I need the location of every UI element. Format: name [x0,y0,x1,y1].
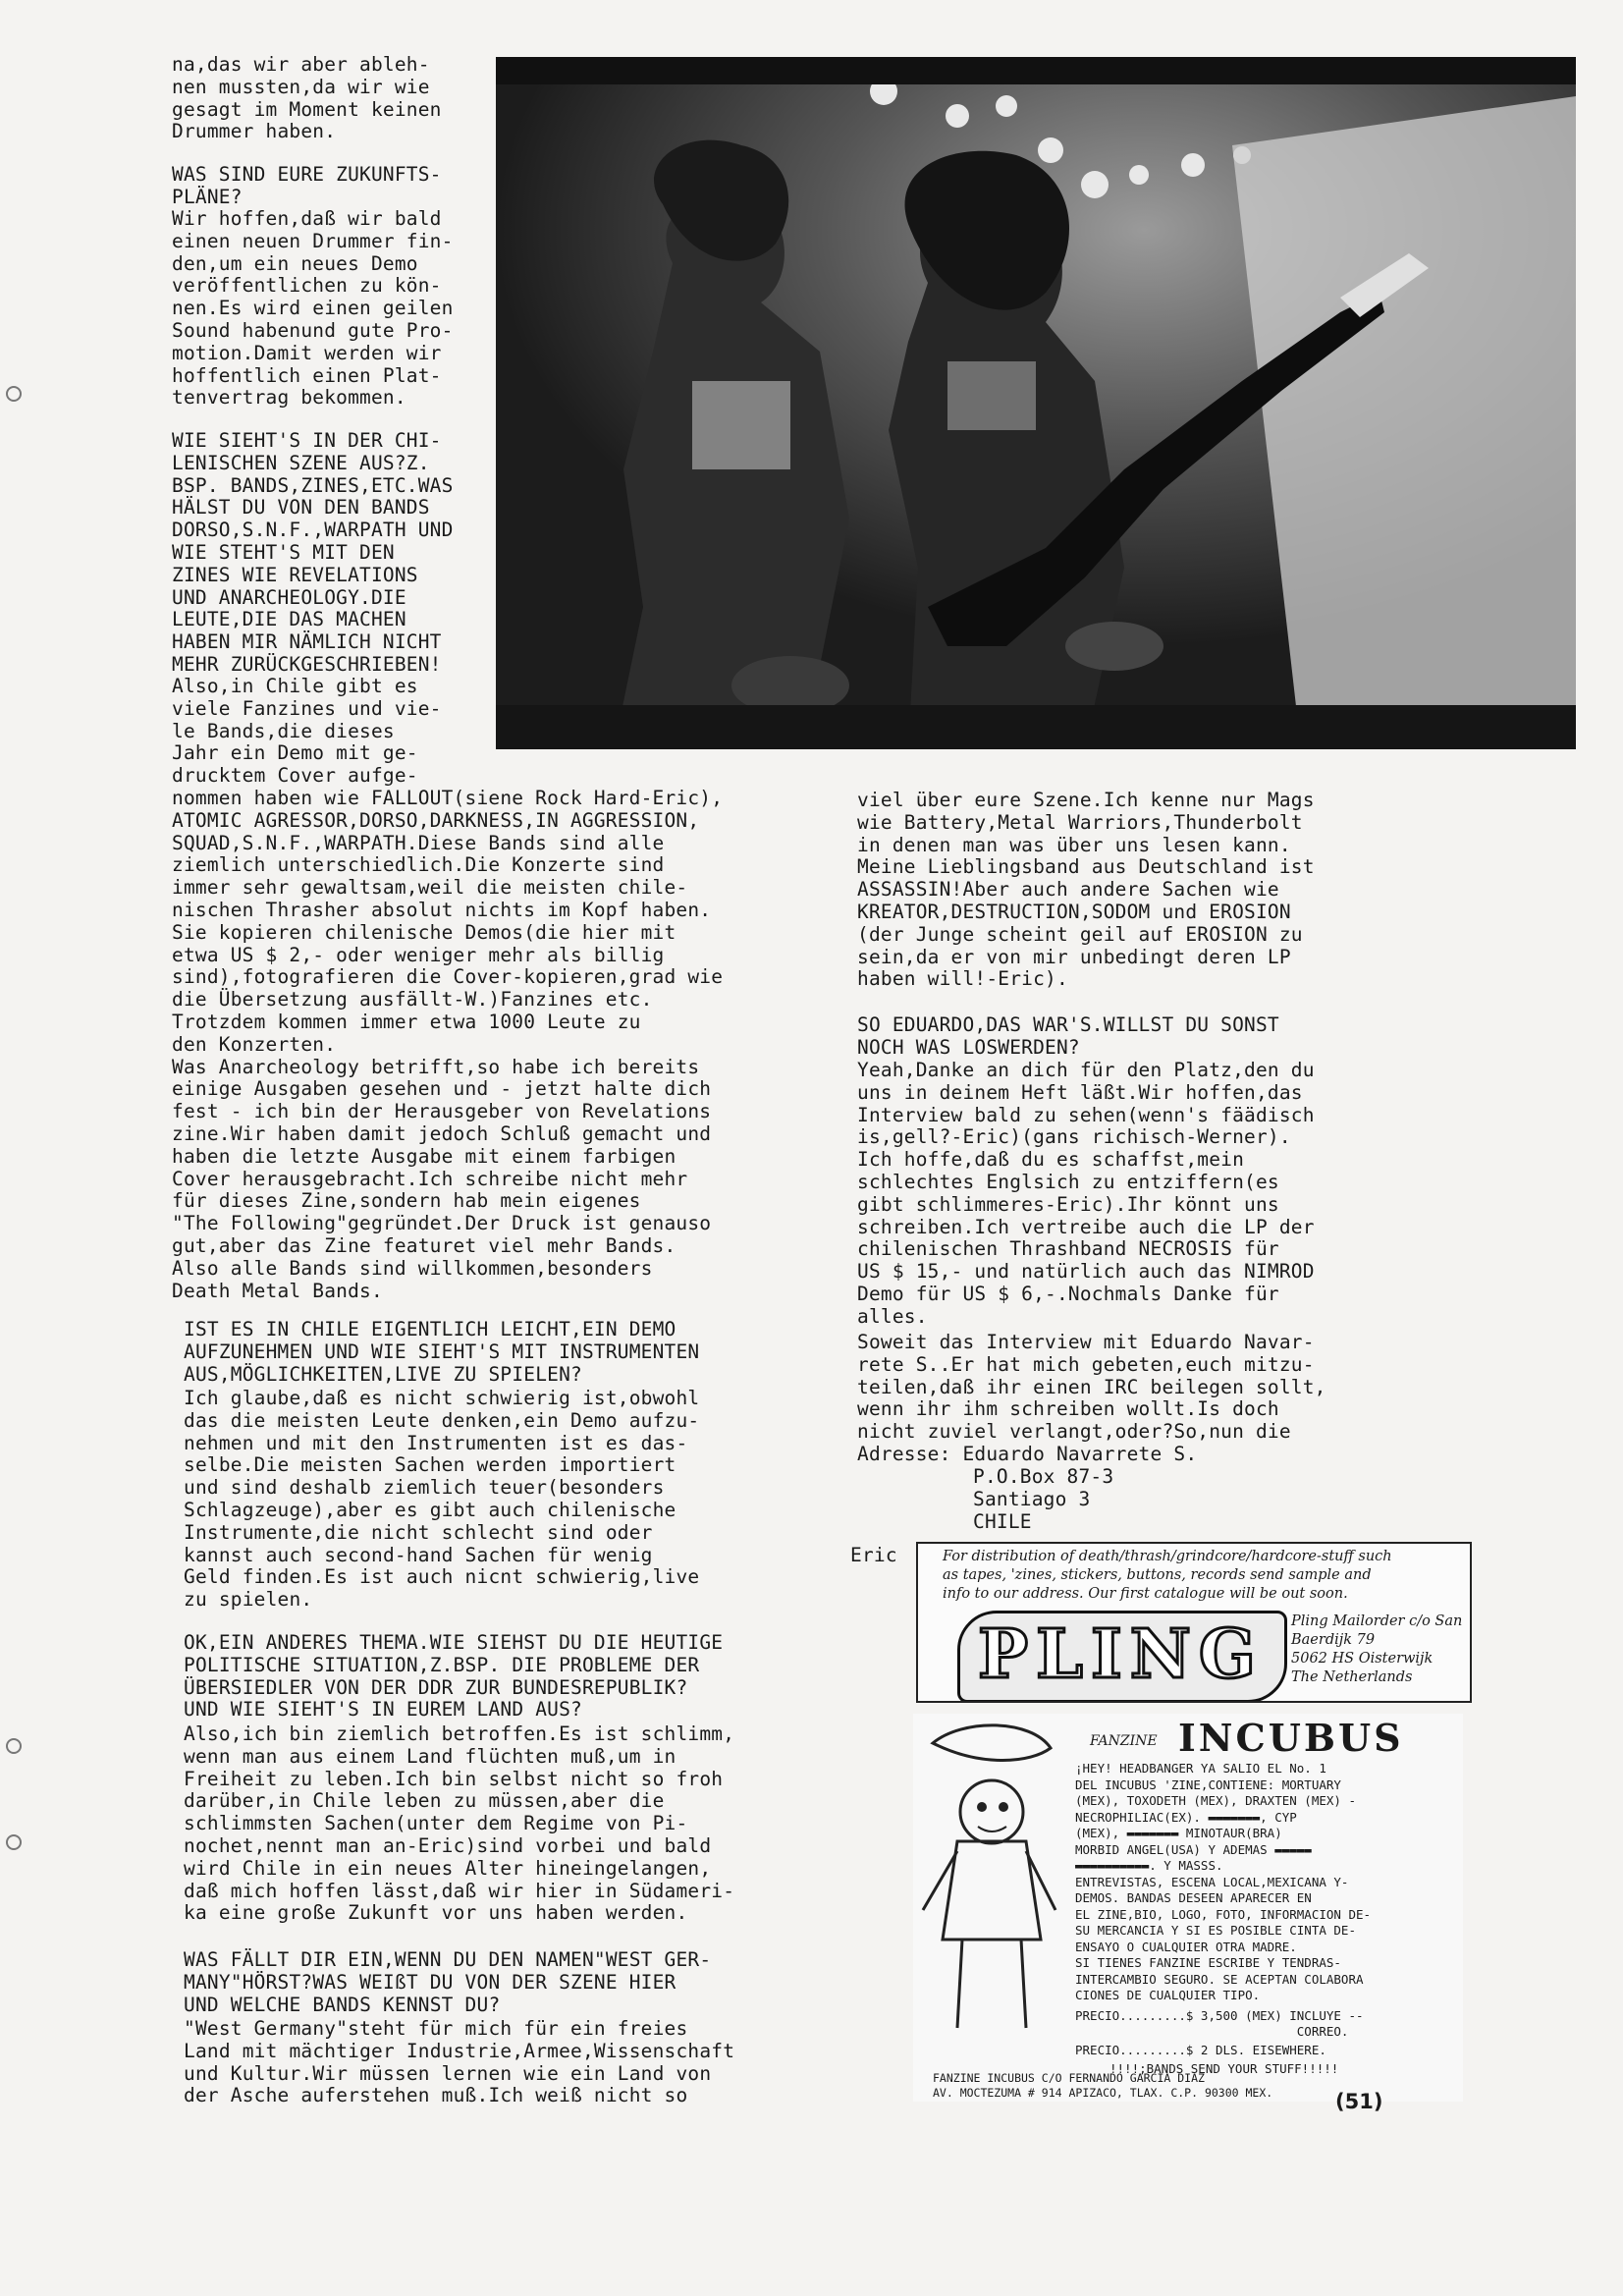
pling-ad-intro: For distribution of death/thrash/grindcore/hardcore-stuff such as tapes, 'zines, stickers, buttons, records send sample and info to our address. Our first catalogue will be out soon. [943,1549,1392,1602]
question-west-germany: WAS FÄLLT DIR EIN,WENN DU DEN NAMEN"WEST GER- MANY"HÖRST?WAS WEIßT DU VON DER SZENE HIER UND WELCHE BANDS KENNST DU? [184,1948,712,2016]
answer-west-germany: "West Germany"steht für mich für ein freies Land mit mächtiger Industrie,Armee,Wissenschaft und Kultur.Wir müssen lernen wie ein Land von der Asche auferstehen muß.Ich weiß nicht so [184,2017,735,2107]
question-chilean-scene: WIE SIEHT'S IN DER CHI- LENISCHEN SZENE AUS?Z. BSP. BANDS,ZINES,ETC.WAS HÄLST DU VON DEN BANDS DORSO,S.N.F.,WARPATH UND WIE STEHT'S MIT DEN ZINES WIE REVELATIONS UND ANARCHEOLOGY.DIE LEUTE,DIE DAS MACHEN HABEN MIR NÄMLICH NICHT MEHR ZURÜCKGESCHRIEBEN! [172,429,454,676]
incubus-ad-body: ¡HEY! HEADBANGER YA SALIO EL No. 1 DEL INCUBUS 'ZINE,CONTIENE: MORTUARY (MEX), TOXODETH (MEX), DRAXTEN (MEX) - NECROPHILIAC(EX). ▬▬▬▬▬▬▬, CYP (MEX), ▬▬▬▬▬▬▬ MINOTAUR(BRA) MORBID ANGEL(USA) Y ADEMAS ▬▬▬▬▬ ▬▬▬▬▬▬▬▬▬▬. Y MASSS. ENTREVISTAS, ESCENA LOCAL,MEXICANA Y- DEMOS. BANDAS DESEEN APARECER EN EL ZINE,BIO, LOGO, FOTO, INFORMACION DE- SU MERCANCIA Y SI ES POSIBLE CINTA DE- ENSAYO O CUALQUIER OTRA MADRE. SI TIENES FANZINE ESCRIBE Y TENDRAS- INTERCAMBIO SEGURO. SE ACEPTAN COLABORA CIONES DE CUALQUIER TIPO. [1075,1761,1372,2002]
answer-west-germany-continued: viel über eure Szene.Ich kenne nur Mags wie Battery,Metal Warriors,Thunderbolt in denen man was über uns lesen kann. Meine Lieblingsband aus Deutschland ist ASSASSIN!Aber auch andere Sachen wie KREATOR,DESTRUCTION,SODOM und EROSION (der Junge scheint geil auf EROSION zu sein,da er von mir unbedingt deren LP haben will!-Eric). [857,789,1315,991]
pling-mailorder-ad [916,1542,1472,1703]
question-future-plans: WAS SIND EURE ZUKUNFTS- PLÄNE? [172,163,442,208]
incubus-title: INCUBUS [1178,1716,1404,1760]
incubus-price-mex: PRECIO.........$ 3,500 (MEX) INCLUYE -- CORREO. [1075,2008,1364,2039]
answer-final-words: Yeah,Danke an dich für den Platz,den du uns in deinem Heft läßt.Wir hoffen,das Interview bald zu sehen(wenn's fäädisch is,gell?-Eric)(gans richisch-Werner). Ich hoffe,daß du es schaffst,mein schlechtes Englsich zu entziffern(es gibt schlimmeres-Eric).Ihr könnt uns schreiben.Ich vertreibe auch die LP der chilenischen Thrashband NECROSIS für US $ 15,- und natürlich auch das NIMROD Demo für US $ 6,-.Nochmals Danke für alles. [857,1059,1315,1328]
incubus-fanzine-ad [913,1714,1463,2102]
pling-logo [957,1611,1287,1703]
concert-photo [496,57,1576,749]
answer-chilean-scene-narrow: Also,in Chile gibt es viele Fanzines und vie- le Bands,die dieses Jahr ein Demo mit ge- drucktem Cover aufge- [172,675,442,788]
closing-note: Soweit das Interview mit Eduardo Navar- rete S..Er hat mich gebeten,euch mitzu- teilen,daß ihr einen IRC beilegen sollt, wenn ihr ihm schreiben wollt.Is doch nicht zuviel verlangt,oder?So,nun die Adresse: Eduardo Navarrete S. [857,1331,1326,1465]
binder-hole-mark [6,1738,22,1754]
answer-demo-recording: Ich glaube,daß es nicht schwierig ist,obwohl das die meisten Leute denken,ein Demo aufzu- nehmen und mit den Instrumenten ist es das- selbe.Die meisten Sachen werden importiert und sind deshalb ziemlich teuer(besonders Schlagzeuge),aber es gibt auch chilenische Instrumente,die nicht schlecht sind oder kannst auch second-hand Sachen für wenig Geld finden.Es ist auch nicnt schwierig,live zu spielen. [184,1387,700,1612]
incubus-price-elsewhere: PRECIO.........$ 2 DLS. EISEWHERE. [1075,2043,1326,2057]
left-paragraph-1: na,das wir aber ableh- nen mussten,da wir wie gesagt im Moment keinen Drummer haben. [172,53,442,143]
incubus-mascot-drawing [913,1714,1060,2038]
incubus-bands-call: !!!!;BANDS SEND YOUR STUFF!!!!! [1109,2061,1339,2076]
question-politics: OK,EIN ANDERES THEMA.WIE SIEHST DU DIE HEUTIGE POLITISCHE SITUATION,Z.BSP. DIE PROBLEME DER ÜBERSIEDLER VON DER DDR ZUR BUNDESREPUBLIK? UND WIE SIEHT'S IN EUREM LAND AUS? [184,1631,724,1722]
answer-chilean-scene-wide: nommen haben wie FALLOUT(siene Rock Hard-Eric), ATOMIC AGRESSOR,DORSO,DARKNESS,IN AGGRESSION, SQUAD,S.N.F.,WARPATH.Diese Bands sind alle ziemlich unterschiedlich.Die Konzerte sind immer sehr gewaltsam,weil die meisten chile- nischen Thrasher absolut nichts im Kopf haben. Sie kopieren chilenische Demos(die hier mit etwa US $ 2,- oder weniger mehr als billig sind),fotografieren die Cover-kopieren,grad wie die Übersetzung ausfällt-W.)Fanzines etc. Trotzdem kommen immer etwa 1000 Leute zu den Konzerten. Was Anarcheology betrifft,so habe ich bereits einige Ausgaben gesehen und - jetzt halte dich fest - ich bin der Herausgeber von Revelations zine.Wir haben damit jedoch Schluß gemacht und haben die letzte Ausgabe mit einem farbigen Cover herausgebracht.Ich schreibe nicht mehr für dieses Zine,sondern hab mein eigenes "The Following"gegründet.Der Druck ist genauso gut,aber das Zine featuret viel mehr Bands. Also alle Bands sind willkommen,besonders Death Metal Bands. [172,787,724,1302]
binder-hole-mark [6,1834,22,1850]
answer-politics: Also,ich bin ziemlich betroffen.Es ist schlimm, wenn man aus einem Land flüchten muß,um in Freiheit zu leben.Ich bin selbst nicht so froh darüber,in Chile leben zu müssen,aber die schlimmsten Sachen(unter dem Regime von Pi- nochet,nennt man an-Eric)sind vorbei und bald wird Chile in ein neues Alter hineingelangen, daß mich hoffen lässt,daß wir hier in Südameri- ka eine große Zukunft vor uns haben werden. [184,1722,735,1925]
answer-future-plans: Wir hoffen,daß wir bald einen neuen Drummer fin- den,um ein neues Demo veröffentlichen zu kön- nen.Es wird einen geilen Sound habenund gute Pro- motion.Damit werden wir hoffentlich einen Plat- tenvertrag bekommen. [172,207,454,410]
contact-address: P.O.Box 87-3 Santiago 3 CHILE [973,1465,1114,1533]
incubus-fanzine-label: FANZINE [1090,1733,1158,1749]
question-demo-recording: IST ES IN CHILE EIGENTLICH LEICHT,EIN DEMO AUFZUNEHMEN UND WIE SIEHT'S MIT INSTRUMENTEN AUS,MÖGLICHKEITEN,LIVE ZU SPIELEN? [184,1318,700,1386]
binder-hole-mark [6,386,22,402]
pling-logo-text: PLING [978,1615,1264,1694]
incubus-ad-address: FANZINE INCUBUS C/O FERNANDO GARCIA DIAZ AV. MOCTEZUMA # 914 APIZACO, TLAX. C.P. 90300 MEX. [933,2071,1273,2100]
pling-ad-address: Pling Mailorder c/o San Baerdijk 79 5062 HS Oisterwijk The Netherlands [1291,1613,1463,1685]
question-final-words: SO EDUARDO,DAS WAR'S.WILLST DU SONST NOCH WAS LOSWERDEN? [857,1013,1279,1059]
page-number: (51) [1335,2090,1383,2113]
signature: Eric [850,1544,897,1566]
